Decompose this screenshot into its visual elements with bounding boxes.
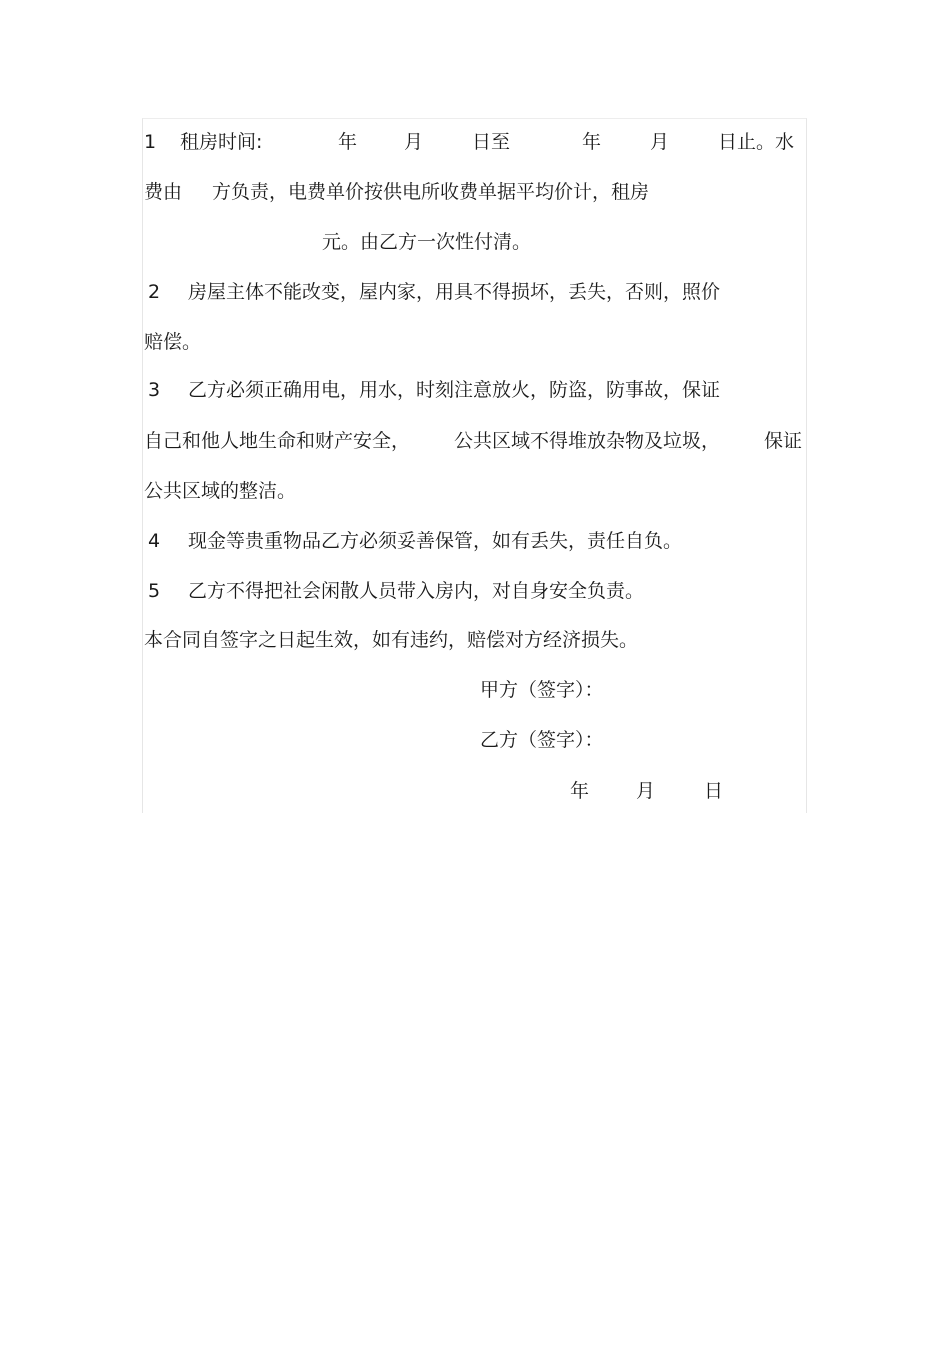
item-2-continuation: 赔偿。 [144,331,202,353]
start-month-unit: 月 [404,131,424,153]
party-a-signature: 甲方（签字）： [480,679,604,701]
item-number-4: 4 [148,530,161,552]
water-fee-text: 费由 [144,181,183,203]
item-3-continuation-c: 保证 [764,430,803,452]
document-frame [142,118,807,813]
item-number-2: 2 [148,281,161,303]
item-2-text: 房屋主体不能改变，屋内家，用具不得损坏，丢失，否则，照价 [188,281,721,303]
item-number-3: 3 [148,379,161,401]
item-4-text: 现金等贵重物品乙方必须妥善保管，如有丢失，责任自负。 [188,530,683,552]
item-3-continuation-b: 公共区域不得堆放杂物及垃圾， [454,430,721,452]
end-day-text: 日止。水 [718,131,795,153]
item-number-5: 5 [148,580,161,602]
sign-month-unit: 月 [636,780,656,802]
start-day-unit: 日至 [472,131,511,153]
item-5-text: 乙方不得把社会闲散人员带入房内，对自身安全负责。 [188,580,645,602]
end-year-unit: 年 [582,131,602,153]
item-3-text: 乙方必须正确用电，用水，时刻注意放火，防盗，防事故，保证 [188,379,721,401]
item-number-1: 1 [144,131,157,153]
sign-year-unit: 年 [570,780,590,802]
item-3-continuation-a: 自己和他人地生命和财产安全， [144,430,411,452]
party-b-signature: 乙方（签字）： [480,729,604,751]
sign-day-unit: 日 [704,780,724,802]
start-year-unit: 年 [338,131,358,153]
item-3-continuation-2: 公共区域的整洁。 [144,480,297,502]
contract-effect-text: 本合同自签字之日起生效，如有违约，赔偿对方经济损失。 [144,629,639,651]
end-month-unit: 月 [650,131,670,153]
rent-payment-text: 元。由乙方一次性付清。 [322,231,532,253]
rental-period-label: 租房时间: [180,131,263,153]
electricity-fee-text: 方负责，电费单价按供电所收费单据平均价计，租房 [212,181,650,203]
